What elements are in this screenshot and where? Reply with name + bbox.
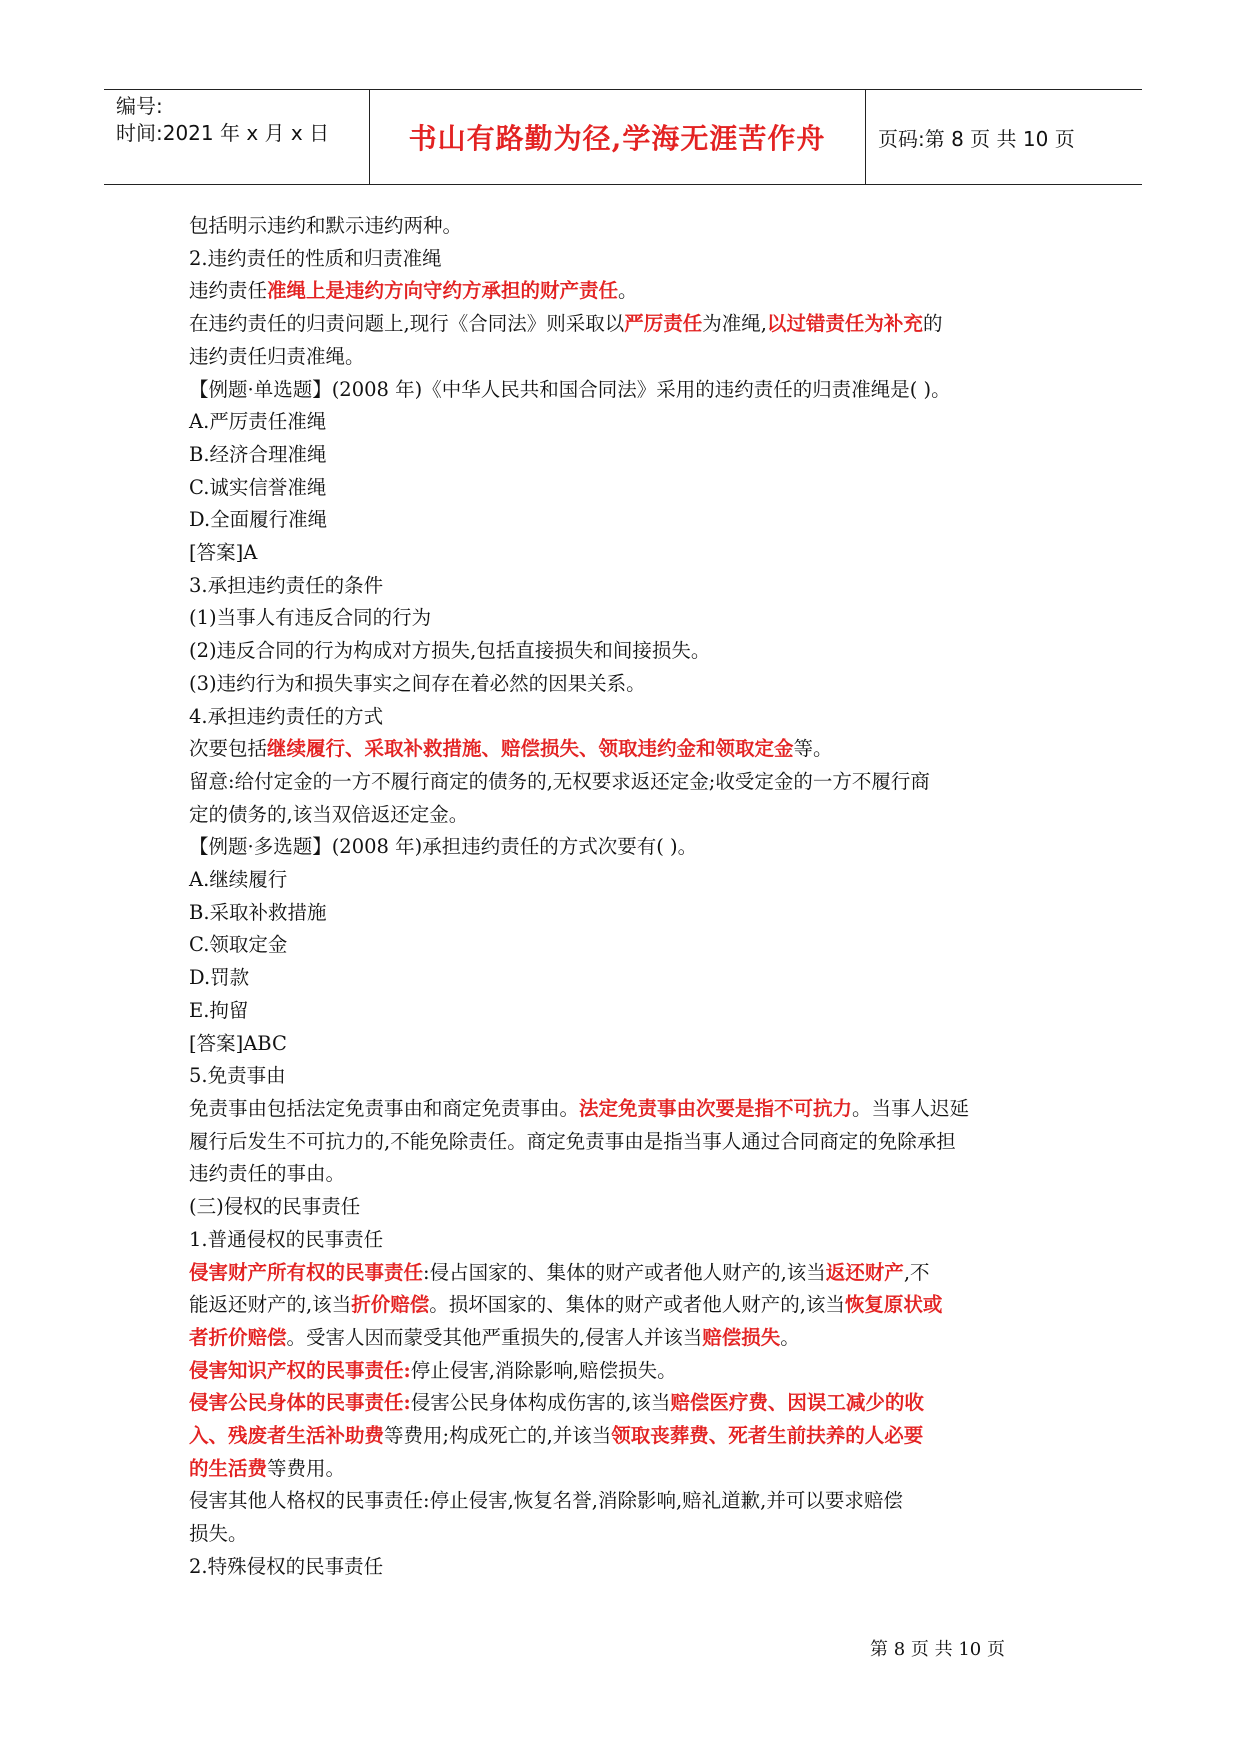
body-text: (3)违约行为和损失事实之间存在着必然的因果关系。 bbox=[189, 671, 646, 695]
body-text: 【例题·多选题】(2008 年)承担违约责任的方式次要有( )。 bbox=[189, 835, 698, 859]
body-line bbox=[189, 1518, 1069, 1551]
highlighted-text: 继续履行、采取补救措施、赔偿损失、领取违约金和领取定金 bbox=[267, 737, 794, 761]
body-text: A.继续履行 bbox=[189, 868, 288, 892]
body-text: 。 bbox=[780, 1325, 800, 1349]
body-text: ,不 bbox=[903, 1260, 930, 1284]
document-time-label: 时间:2021 年 x 月 x 日 bbox=[116, 121, 330, 145]
body-line bbox=[189, 929, 1069, 962]
body-line bbox=[189, 1453, 1069, 1486]
body-line bbox=[189, 635, 1069, 668]
document-body bbox=[189, 210, 1069, 1584]
body-text: 等费用。 bbox=[267, 1456, 346, 1480]
body-text: 停止侵害,消除影响,赔偿损失。 bbox=[410, 1358, 677, 1382]
body-text: 损失。 bbox=[189, 1522, 248, 1546]
highlighted-text: 法定免责事由次要是指不可抗力 bbox=[579, 1096, 853, 1120]
body-line bbox=[189, 766, 1069, 799]
body-line bbox=[189, 1387, 1069, 1420]
body-text: D.全面履行准绳 bbox=[189, 508, 328, 532]
body-text: 免责事由包括法定免责事由和商定免责事由。 bbox=[189, 1096, 580, 1120]
body-text: 的 bbox=[922, 312, 943, 336]
body-text: C.领取定金 bbox=[189, 933, 288, 957]
body-line bbox=[189, 799, 1069, 832]
body-text: 1.普通侵权的民事责任 bbox=[189, 1227, 384, 1251]
body-text: 定的债务的,该当双倍返还定金。 bbox=[189, 802, 469, 826]
body-text: C.诚实信誉准绳 bbox=[189, 475, 327, 499]
highlighted-text: 赔偿医疗费、因误工减少的收 bbox=[670, 1391, 924, 1415]
body-line bbox=[189, 897, 1069, 930]
body-line bbox=[189, 308, 1069, 341]
highlighted-text: 者折价赔偿 bbox=[189, 1325, 287, 1349]
body-text: :侵占国家的、集体的财产或者他人财产的,该当 bbox=[423, 1260, 826, 1284]
body-text: 3.承担违约责任的条件 bbox=[189, 573, 384, 597]
body-line bbox=[189, 341, 1069, 374]
body-text: 2.特殊侵权的民事责任 bbox=[189, 1554, 384, 1578]
body-line bbox=[189, 406, 1069, 439]
highlighted-text: 侵害知识产权的民事责任: bbox=[189, 1358, 411, 1382]
body-text: B.采取补救措施 bbox=[189, 900, 327, 924]
body-text: 等费用;构成死亡的,并该当 bbox=[384, 1424, 612, 1448]
body-line bbox=[189, 864, 1069, 897]
body-line bbox=[189, 1551, 1069, 1584]
highlighted-text: 准绳上是违约方向守约方承担的财产责任 bbox=[267, 279, 619, 303]
header-right-cell bbox=[865, 90, 1142, 184]
body-line bbox=[189, 210, 1069, 243]
body-line bbox=[189, 668, 1069, 701]
body-text: 留意:给付定金的一方不履行商定的债务的,无权要求返还定金;收受定金的一方不履行商 bbox=[189, 769, 930, 793]
body-text: [答案]A bbox=[189, 541, 258, 565]
highlighted-text: 入、残废者生活补助费 bbox=[189, 1424, 385, 1448]
highlighted-text: 赔偿损失 bbox=[702, 1325, 781, 1349]
highlighted-text: 领取丧葬费、死者生前扶养的人必要 bbox=[611, 1424, 924, 1448]
highlighted-text: 恢复原状或 bbox=[844, 1293, 943, 1317]
body-text: A.严厉责任准绳 bbox=[189, 410, 327, 434]
header-left-cell bbox=[104, 90, 370, 184]
body-line bbox=[189, 701, 1069, 734]
body-line bbox=[189, 504, 1069, 537]
body-text: [答案]ABC bbox=[189, 1031, 287, 1055]
body-line bbox=[189, 1322, 1069, 1355]
highlighted-text: 以过错责任为补充 bbox=[766, 312, 923, 336]
body-line bbox=[189, 472, 1069, 505]
body-text: B.经济合理准绳 bbox=[189, 442, 327, 466]
body-line bbox=[189, 831, 1069, 864]
body-line bbox=[189, 1224, 1069, 1257]
body-text: D.罚款 bbox=[189, 966, 250, 990]
highlighted-text: 的生活费 bbox=[189, 1456, 268, 1480]
highlighted-text: 严厉责任 bbox=[624, 312, 703, 336]
body-text: 履行后发生不可抗力的,不能免除责任。商定免责事由是指当事人通过合同商定的免除承担 bbox=[189, 1129, 956, 1153]
body-text: 能返还财产的,该当 bbox=[189, 1293, 352, 1317]
body-line bbox=[189, 1420, 1069, 1453]
body-text: 5.免责事由 bbox=[189, 1064, 286, 1088]
document-number-label: 编号: bbox=[116, 94, 163, 118]
body-text: 为准绳, bbox=[702, 312, 767, 336]
body-line bbox=[189, 1257, 1069, 1290]
body-text: 。 bbox=[618, 279, 638, 303]
body-text: 等。 bbox=[793, 737, 833, 761]
body-line bbox=[189, 1158, 1069, 1191]
body-line bbox=[189, 1093, 1069, 1126]
body-text: 。当事人迟延 bbox=[852, 1096, 970, 1120]
highlighted-text: 折价赔偿 bbox=[351, 1293, 430, 1317]
body-line bbox=[189, 733, 1069, 766]
body-text: 在违约责任的归责问题上,现行《合同法》则采取以 bbox=[189, 312, 625, 336]
body-text: 违约责任归责准绳。 bbox=[189, 344, 365, 368]
body-line bbox=[189, 1126, 1069, 1159]
body-text: (1)当事人有违反合同的行为 bbox=[189, 606, 432, 630]
body-text: 。受害人因而蒙受其他严重损失的,侵害人并该当 bbox=[286, 1325, 703, 1349]
body-text: 侵害公民身体构成伤害的,该当 bbox=[410, 1391, 671, 1415]
body-text: 【例题·单选题】(2008 年)《中华人民共和国合同法》采用的违约责任的归责准绳是( )。 bbox=[189, 377, 951, 401]
body-text: 2.违约责任的性质和归责准绳 bbox=[189, 246, 442, 270]
body-line bbox=[189, 1028, 1069, 1061]
body-text: 违约责任的事由。 bbox=[189, 1162, 346, 1186]
body-line bbox=[189, 537, 1069, 570]
body-text: 侵害其他人格权的民事责任:停止侵害,恢复名誉,消除影响,赔礼道歉,并可以要求赔偿 bbox=[189, 1489, 903, 1513]
body-line bbox=[189, 1191, 1069, 1224]
body-text: 。损坏国家的、集体的财产或者他人财产的,该当 bbox=[429, 1293, 845, 1317]
body-text: 次要包括 bbox=[189, 737, 268, 761]
body-text: E.拘留 bbox=[189, 998, 249, 1022]
body-line bbox=[189, 374, 1069, 407]
header-page-info: 页码:第 8 页 共 10 页 bbox=[878, 127, 1075, 151]
highlighted-text: 侵害公民身体的民事责任: bbox=[189, 1391, 411, 1415]
body-line bbox=[189, 1485, 1069, 1518]
body-line bbox=[189, 1060, 1069, 1093]
body-text: (2)违反合同的行为构成对方损失,包括直接损失和间接损失。 bbox=[189, 639, 711, 663]
body-line bbox=[189, 275, 1069, 308]
highlighted-text: 侵害财产所有权的民事责任 bbox=[189, 1260, 424, 1284]
body-line bbox=[189, 995, 1069, 1028]
body-line bbox=[189, 1289, 1069, 1322]
page-footer: 第 8 页 共 10 页 bbox=[870, 1639, 1005, 1660]
body-line bbox=[189, 962, 1069, 995]
header-motto: 书山有路勤为径,学海无涯苦作舟 bbox=[408, 122, 826, 155]
body-line bbox=[189, 602, 1069, 635]
document-header bbox=[104, 89, 1142, 185]
body-text: 违约责任 bbox=[189, 279, 268, 303]
body-line bbox=[189, 570, 1069, 603]
body-text: 4.承担违约责任的方式 bbox=[189, 704, 384, 728]
body-line bbox=[189, 243, 1069, 276]
highlighted-text: 返还财产 bbox=[825, 1260, 904, 1284]
body-text: (三)侵权的民事责任 bbox=[189, 1195, 361, 1219]
header-middle-cell bbox=[369, 90, 866, 184]
body-line bbox=[189, 439, 1069, 472]
body-text: 包括明示违约和默示违约两种。 bbox=[189, 214, 463, 237]
body-line bbox=[189, 1355, 1069, 1388]
